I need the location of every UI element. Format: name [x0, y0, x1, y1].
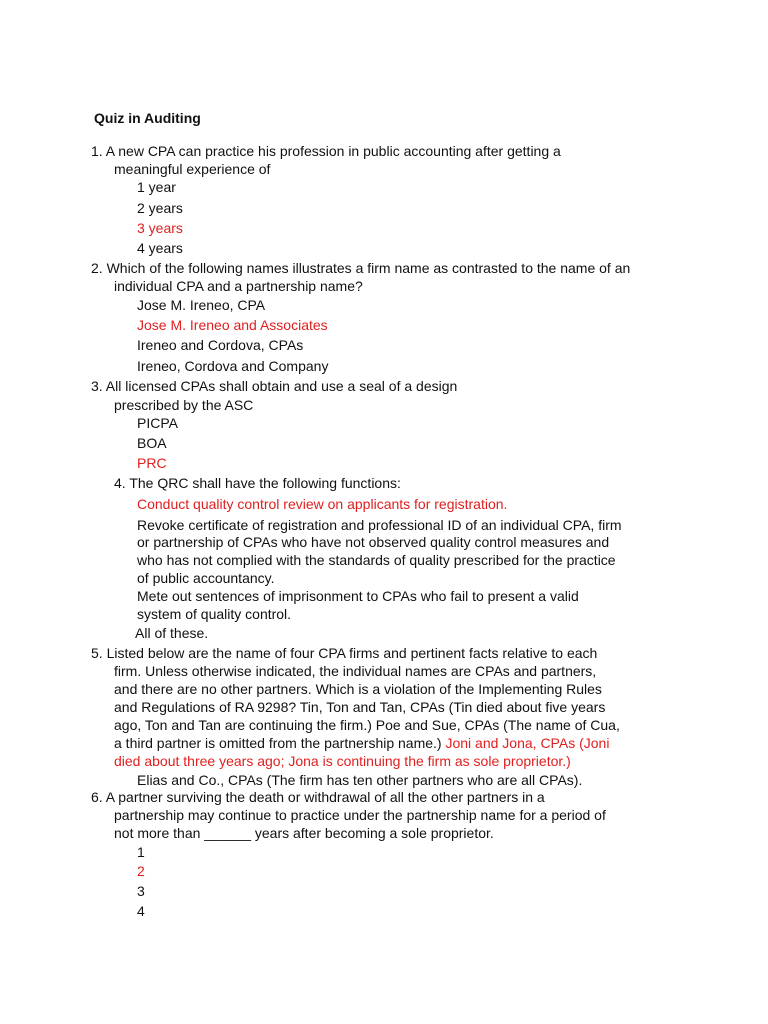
q4-option-1-answer: Conduct quality control review on applicants for registration. [137, 496, 508, 512]
q5-answer-part-2: died about three years ago; Jona is continuing the firm as sole proprietor.) [114, 753, 571, 769]
question-6-line-3: not more than ______ years after becoming a sole proprietor. [114, 825, 494, 841]
question-6-line-1: 6. A partner surviving the death or withdrawal of all the other partners in a [91, 789, 545, 805]
question-2-line-1: 2. Which of the following names illustrates a firm name as contrasted to the name of an [91, 260, 631, 276]
question-5-line-2: firm. Unless otherwise indicated, the individual names are CPAs and partners, [114, 663, 597, 679]
q3-choice-2: BOA [137, 435, 167, 451]
question-5-line-4: and Regulations of RA 9298? Tin, Ton and Tan, CPAs (Tin died about five years [114, 699, 606, 715]
question-3-line-1: 3. All licensed CPAs shall obtain and use a seal of a design [91, 378, 458, 394]
q1-choice-3-answer: 3 years [137, 220, 183, 236]
question-5-line-6 [114, 734, 609, 752]
q5-choice-elias: Elias and Co., CPAs (The firm has ten other partners who are all CPAs). [137, 772, 583, 788]
q1-choice-1: 1 year [137, 179, 176, 195]
question-5-line-6-text: a third partner is omitted from the partnership name.) [114, 735, 446, 751]
q2-choice-4: Ireneo, Cordova and Company [137, 358, 329, 374]
q1-choice-2: 2 years [137, 200, 183, 216]
q4-option-3-line-1: Mete out sentences of imprisonment to CPAs who fail to present a valid [137, 588, 579, 604]
q3-choice-3-answer: PRC [137, 455, 167, 471]
page-title: Quiz in Auditing [94, 110, 201, 126]
q4-option-4: All of these. [135, 625, 209, 641]
q5-answer-part-1: Joni and Jona, CPAs (Joni [445, 735, 610, 751]
question-3-line-2: prescribed by the ASC [114, 397, 254, 413]
q4-option-2-line-2: or partnership of CPAs who have not observed quality control measures and [137, 534, 610, 550]
question-6-line-2: partnership may continue to practice under the partnership name for a period of [114, 807, 606, 823]
question-5-line-1: 5. Listed below are the name of four CPA firms and pertinent facts relative to each [91, 645, 598, 661]
q1-choice-4: 4 years [137, 240, 183, 256]
q2-choice-3: Ireneo and Cordova, CPAs [137, 337, 304, 353]
q4-option-2-line-4: of public accountancy. [137, 570, 275, 586]
q3-choice-1: PICPA [137, 415, 178, 431]
q6-choice-1: 1 [137, 844, 145, 860]
question-4-line-1: 4. The QRC shall have the following functions: [114, 475, 401, 491]
question-1-line-2: meaningful experience of [114, 161, 271, 177]
question-1-line-1: 1. A new CPA can practice his profession in public accounting after getting a [91, 143, 561, 159]
q4-option-3-line-2: system of quality control. [137, 606, 292, 622]
q4-option-2-line-1: Revoke certificate of registration and professional ID of an individual CPA, firm [137, 517, 622, 533]
q4-option-2-line-3: who has not complied with the standards of quality prescribed for the practice [137, 552, 616, 568]
question-5-line-3: and there are no other partners. Which is a violation of the Implementing Rules [114, 681, 602, 697]
q2-choice-2-answer: Jose M. Ireneo and Associates [137, 317, 328, 333]
question-5-line-5: ago, Ton and Tan are continuing the firm.) Poe and Sue, CPAs (The name of Cua, [114, 717, 620, 733]
q6-choice-3: 3 [137, 883, 145, 899]
q6-choice-4: 4 [137, 903, 145, 919]
question-2-line-2: individual CPA and a partnership name? [114, 278, 363, 294]
q2-choice-1: Jose M. Ireneo, CPA [137, 297, 266, 313]
q6-choice-2-answer: 2 [137, 863, 145, 879]
